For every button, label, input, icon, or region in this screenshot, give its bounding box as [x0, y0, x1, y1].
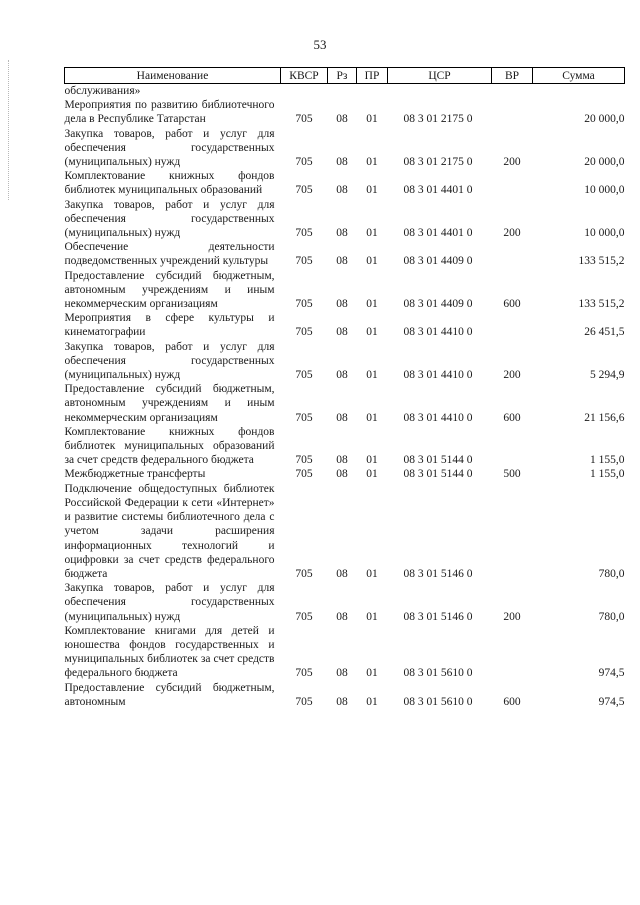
cell-rz: 08 [336, 326, 348, 339]
cell-rz [328, 84, 357, 99]
cell-vr: 600 [503, 695, 521, 708]
cell-csr: 08 3 01 4410 0 [403, 369, 473, 382]
header-csr: ЦСР [388, 68, 492, 84]
cell-pr: 01 [366, 298, 378, 311]
cell-rz: 08 [336, 255, 348, 268]
table-row [65, 382, 625, 425]
cell-csr: 08 3 01 4401 0 [403, 227, 473, 240]
cell-csr: 08 3 01 4409 0 [403, 298, 473, 311]
cell-vr: 600 [503, 411, 521, 424]
cell-kvsr: 705 [295, 369, 313, 382]
cell-pr: 01 [366, 468, 378, 481]
cell-sum [533, 84, 625, 99]
cell-csr: 08 3 01 4410 0 [403, 326, 473, 339]
cell-sum: 10 000,0 [584, 184, 625, 197]
cell-sum: 10 000,0 [584, 227, 625, 240]
cell-pr: 01 [366, 156, 378, 169]
cell-kvsr: 705 [295, 454, 313, 467]
cell-csr: 08 3 01 4410 0 [403, 411, 473, 424]
cell-csr: 08 3 01 2175 0 [403, 113, 473, 126]
cell-sum: 20 000,0 [584, 113, 625, 126]
cell-vr [492, 311, 533, 339]
cell-kvsr: 705 [295, 326, 313, 339]
cell-vr [492, 169, 533, 197]
cell-name: Предоставление субсидий бюджетным, автономным [64, 681, 275, 708]
table-body [65, 84, 625, 709]
cell-rz: 08 [336, 454, 348, 467]
cell-vr: 200 [503, 227, 521, 240]
cell-kvsr [281, 84, 328, 99]
cell-pr: 01 [366, 326, 378, 339]
cell-kvsr: 705 [295, 610, 313, 623]
cell-sum: 20 000,0 [584, 156, 625, 169]
cell-csr: 08 3 01 5146 0 [403, 567, 473, 580]
cell-vr: 200 [503, 610, 521, 623]
margin-scan-marks [8, 60, 11, 200]
cell-csr: 08 3 01 5610 0 [403, 695, 473, 708]
cell-sum: 133 515,2 [578, 298, 625, 311]
table-row [65, 624, 625, 681]
cell-pr: 01 [366, 667, 378, 680]
header-pr: ПР [357, 68, 388, 84]
cell-kvsr: 705 [295, 298, 313, 311]
cell-sum: 5 294,9 [590, 369, 625, 382]
cell-name: Закупка товаров, работ и услуг для обеспечения государственных (муниципальных) нужд [64, 340, 275, 382]
cell-pr: 01 [366, 255, 378, 268]
cell-name: Комплектование книгами для детей и юношества фондов государственных и муниципальных библиотек за счет средств федерального бюджета [64, 624, 275, 680]
budget-table [64, 67, 625, 709]
cell-vr [492, 482, 533, 581]
header-sum: Сумма [533, 68, 625, 84]
table-row [65, 581, 625, 624]
cell-rz: 08 [336, 411, 348, 424]
table-row [65, 340, 625, 383]
cell-rz: 08 [336, 567, 348, 580]
cell-vr [492, 425, 533, 468]
table-row [65, 169, 625, 197]
cell-sum: 21 156,6 [584, 411, 625, 424]
cell-pr: 01 [366, 454, 378, 467]
table-row [65, 198, 625, 241]
cell-kvsr: 705 [295, 227, 313, 240]
cell-sum: 26 451,5 [584, 326, 625, 339]
cell-name: Предоставление субсидий бюджетным, автономным учреждениям и иным некоммерческим организациям [64, 383, 275, 424]
cell-vr [492, 624, 533, 681]
cell-name: Подключение общедоступных библиотек Российской Федерации к сети «Интернет» и развитие системы библиотечного дела с учетом задачи расширения информационных технологий и оцифровки за счет средств федерального бюджета [64, 482, 275, 580]
cell-csr: 08 3 01 4409 0 [403, 255, 473, 268]
cell-kvsr: 705 [295, 567, 313, 580]
cell-sum: 1 155,0 [590, 454, 625, 467]
cell-sum: 974,5 [598, 695, 625, 708]
cell-kvsr: 705 [295, 695, 313, 708]
cell-vr [492, 84, 533, 99]
table-row [65, 127, 625, 170]
cell-vr: 200 [503, 369, 521, 382]
cell-vr: 500 [503, 468, 521, 481]
cell-rz: 08 [336, 667, 348, 680]
table-row [65, 311, 625, 339]
cell-rz: 08 [336, 227, 348, 240]
header-kvsr: КВСР [281, 68, 328, 84]
header-vr: ВР [492, 68, 533, 84]
cell-pr: 01 [366, 113, 378, 126]
table-header [65, 68, 625, 84]
cell-rz: 08 [336, 610, 348, 623]
table-row [65, 98, 625, 126]
cell-rz: 08 [336, 468, 348, 481]
table-row [65, 482, 625, 581]
cell-csr: 08 3 01 2175 0 [403, 156, 473, 169]
table-row [65, 681, 625, 709]
cell-kvsr: 705 [295, 113, 313, 126]
cell-csr: 08 3 01 5144 0 [403, 468, 473, 481]
cell-kvsr: 705 [295, 255, 313, 268]
cell-name: Мероприятия в сфере культуры и кинематографии [64, 312, 275, 339]
cell-rz: 08 [336, 156, 348, 169]
cell-csr: 08 3 01 4401 0 [403, 184, 473, 197]
page-number: 53 [313, 37, 327, 52]
cell-name: Закупка товаров, работ и услуг для обеспечения государственных (муниципальных) нужд [64, 198, 275, 240]
cell-pr [357, 84, 388, 99]
cell-sum: 780,0 [598, 567, 625, 580]
cell-rz: 08 [336, 369, 348, 382]
cell-pr: 01 [366, 695, 378, 708]
cell-csr: 08 3 01 5146 0 [403, 610, 473, 623]
cell-rz: 08 [336, 298, 348, 311]
cell-name: Комплектование книжных фондов библиотек муниципальных образований за счет средств федерального бюджета [64, 425, 275, 467]
cell-rz: 08 [336, 695, 348, 708]
table-row [65, 467, 625, 481]
table-row [65, 84, 625, 99]
cell-name: Комплектование книжных фондов библиотек муниципальных образований [64, 170, 275, 197]
cell-vr [492, 240, 533, 268]
table-row [65, 240, 625, 268]
header-name: Наименование [65, 68, 281, 84]
cell-pr: 01 [366, 227, 378, 240]
cell-csr: 08 3 01 5610 0 [403, 667, 473, 680]
cell-pr: 01 [366, 184, 378, 197]
table-row [65, 269, 625, 312]
cell-pr: 01 [366, 567, 378, 580]
cell-name: Мероприятия по развитию библиотечного дела в Республике Татарстан [64, 99, 275, 126]
cell-csr: 08 3 01 5144 0 [403, 454, 473, 467]
cell-sum: 1 155,0 [590, 468, 625, 481]
cell-pr: 01 [366, 610, 378, 623]
cell-kvsr: 705 [295, 667, 313, 680]
cell-sum: 780,0 [598, 610, 625, 623]
cell-kvsr: 705 [295, 468, 313, 481]
cell-vr: 600 [503, 298, 521, 311]
cell-rz: 08 [336, 184, 348, 197]
cell-pr: 01 [366, 369, 378, 382]
cell-pr: 01 [366, 411, 378, 424]
cell-vr [492, 98, 533, 126]
table-row [65, 425, 625, 468]
cell-kvsr: 705 [295, 411, 313, 424]
cell-name: Закупка товаров, работ и услуг для обеспечения государственных (муниципальных) нужд [64, 582, 275, 623]
cell-name: Обеспечение деятельности подведомственных учреждений культуры [64, 241, 275, 268]
cell-csr [388, 84, 492, 99]
cell-sum: 133 515,2 [578, 255, 625, 268]
header-rz: Рз [328, 68, 357, 84]
cell-vr: 200 [503, 156, 521, 169]
cell-kvsr: 705 [295, 184, 313, 197]
cell-name: Предоставление субсидий бюджетным, автономным учреждениям и иным некоммерческим организациям [64, 269, 275, 311]
cell-kvsr: 705 [295, 156, 313, 169]
cell-rz: 08 [336, 113, 348, 126]
cell-name: обслуживания» [64, 85, 141, 97]
cell-name: Межбюджетные трансферты [64, 468, 206, 481]
cell-name: Закупка товаров, работ и услуг для обеспечения государственных (муниципальных) нужд [64, 127, 275, 169]
cell-sum: 974,5 [598, 667, 625, 680]
